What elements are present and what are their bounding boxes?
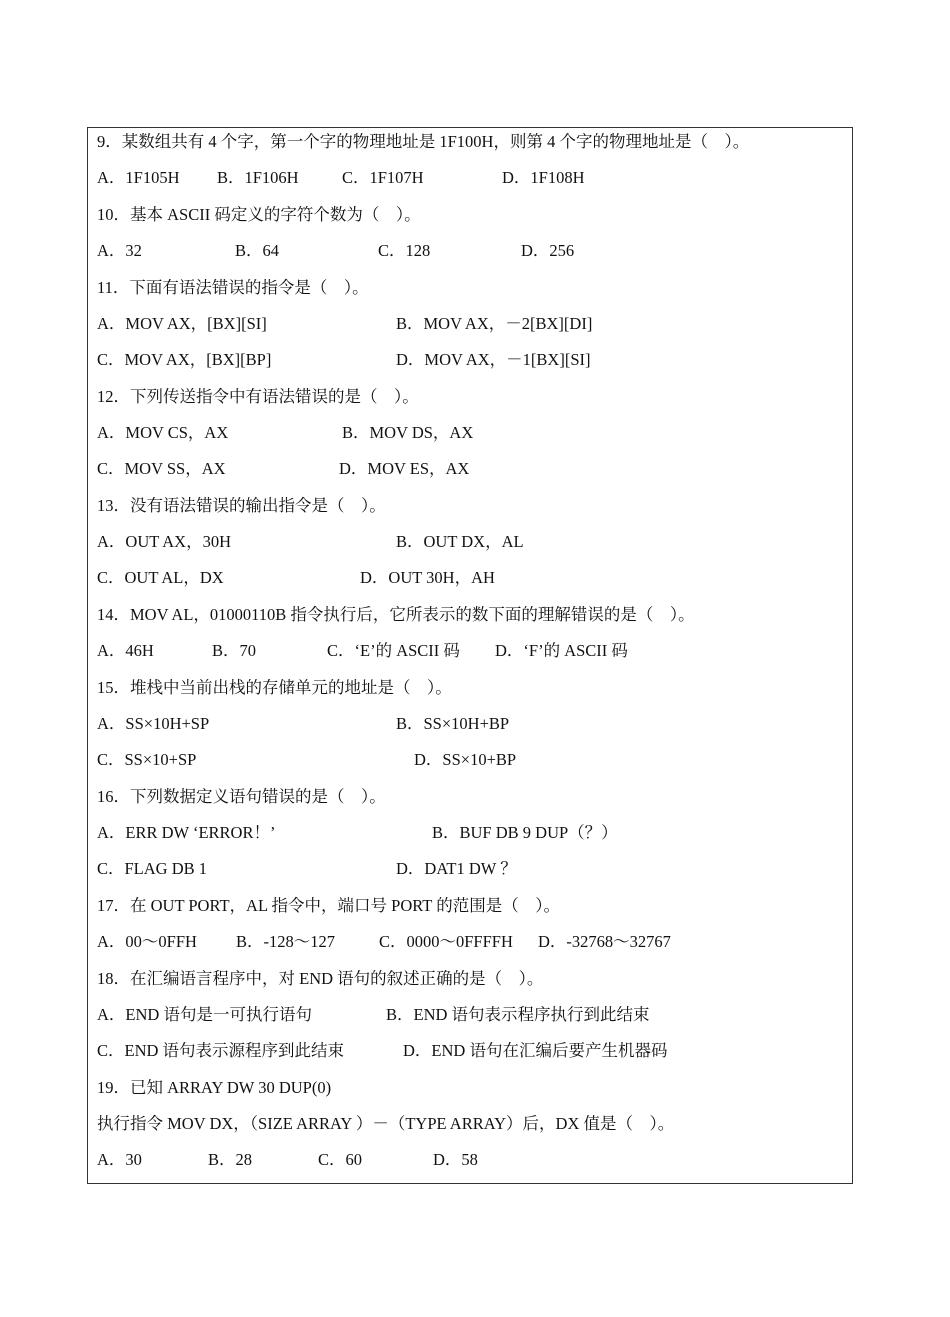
q10-option-d: D．256 [521,241,575,260]
q17-stem: 17．在 OUT PORT，AL 指令中，端口号 PORT 的范围是（ ）。 [97,896,560,915]
q10-options [97,237,846,273]
q13-option-c: C．OUT AL，DX [97,568,224,587]
q10-option-c: C．128 [378,241,431,260]
q14-option-c: C．‘E’的 ASCII 码 [327,641,460,660]
q16-stem: 16．下列数据定义语句错误的是（ ）。 [97,787,386,806]
q17-options [97,928,846,964]
q9-stem: 9．某数组共有 4 个字，第一个字的物理地址是 1F100H，则第 4 个字的物理地址是（ ）。 [97,132,750,151]
q15-option-a: A．SS×10H+SP [97,714,210,733]
q12-option-d: D．MOV ES，AX [339,459,470,478]
q10-option-b: B．64 [235,241,280,260]
q18-option-d: D．END 语句在汇编后要产生机器码 [403,1041,668,1060]
q19-option-c: C．60 [318,1150,363,1169]
q12-options-row2 [97,455,846,491]
q11-options-row2 [97,346,846,382]
q16-option-d: D．DAT1 DW ？ [396,859,517,878]
q10-option-a: A．32 [97,241,142,260]
q9-options [97,164,846,200]
q14-stem: 14．MOV AL，01000110B 指令执行后，它所表示的数下面的理解错误的是（ ）。 [97,605,695,624]
q19-option-b: B．28 [208,1150,253,1169]
q15-option-b: B．SS×10H+BP [396,714,510,733]
q16-option-b: B．BUF DB 9 DUP（？） [432,823,618,842]
q9-option-b: B．1F106H [217,168,299,187]
q13-option-b: B．OUT DX，AL [396,532,524,551]
q13-stem: 13．没有语法错误的输出指令是（ ）。 [97,496,386,515]
q18-options-row2 [97,1037,846,1073]
q13-options-row1 [97,528,846,564]
q11-options-row1 [97,310,846,346]
q12-options-row1 [97,419,846,455]
q9-option-a: A．1F105H [97,168,180,187]
q15-options-row1 [97,710,846,746]
q11-option-b: B．MOV AX，－2[BX][DI] [396,314,593,333]
q11-stem: 11．下面有语法错误的指令是（ ）。 [97,278,369,297]
q13-option-a: A．OUT AX，30H [97,532,231,551]
q12-option-b: B．MOV DS，AX [342,423,474,442]
q13-option-d: D．OUT 30H，AH [360,568,495,587]
q15-option-d: D．SS×10+BP [414,750,517,769]
question-box [87,127,853,1184]
q17-option-a: A．00～0FFH [97,932,197,951]
q18-option-a: A．END 语句是一可执行语句 [97,1005,312,1024]
q19-stem: 19．已知 ARRAY DW 30 DUP(0) [97,1078,332,1097]
q12-stem: 12．下列传送指令中有语法错误的是（ ）。 [97,387,419,406]
q12-option-a: A．MOV CS，AX [97,423,229,442]
q17-option-b: B．-128～127 [236,932,335,951]
q18-option-c: C．END 语句表示源程序到此结束 [97,1041,345,1060]
q15-option-c: C．SS×10+SP [97,750,197,769]
q16-options-row1 [97,819,846,855]
q11-option-c: C．MOV AX，[BX][BP] [97,350,272,369]
q18-stem: 18．在汇编语言程序中，对 END 语句的叙述正确的是（ ）。 [97,969,544,988]
q14-option-a: A．46H [97,641,154,660]
q14-option-b: B．70 [212,641,257,660]
q15-stem: 15．堆栈中当前出栈的存储单元的地址是（ ）。 [97,678,452,697]
q16-option-c: C．FLAG DB 1 [97,859,208,878]
q9-option-c: C．1F107H [342,168,424,187]
q14-option-d: D．‘F’的 ASCII 码 [495,641,628,660]
q19-stem-continued: 执行指令 MOV DX，（SIZE ARRAY ）－（TYPE ARRAY）后，DX 值是（ ）。 [97,1114,675,1133]
q19-options [97,1146,846,1182]
q11-option-d: D．MOV AX，－1[BX][SI] [396,350,591,369]
q12-option-c: C．MOV SS，AX [97,459,226,478]
q11-option-a: A．MOV AX，[BX][SI] [97,314,267,333]
q15-options-row2 [97,746,846,782]
q16-option-a: A．ERR DW ‘ERROR！’ [97,823,276,842]
q16-options-row2 [97,855,846,891]
q19-option-d: D．58 [433,1150,478,1169]
q17-option-c: C．0000～0FFFFH [379,932,513,951]
q19-option-a: A．30 [97,1150,142,1169]
q9-option-d: D．1F108H [502,168,585,187]
q13-options-row2 [97,564,846,600]
q18-option-b: B．END 语句表示程序执行到此结束 [386,1005,650,1024]
q10-stem: 10．基本 ASCII 码定义的字符个数为（ ）。 [97,205,421,224]
q18-options-row1 [97,1001,846,1037]
q14-options [97,637,846,673]
q17-option-d: D．-32768～32767 [538,932,671,951]
